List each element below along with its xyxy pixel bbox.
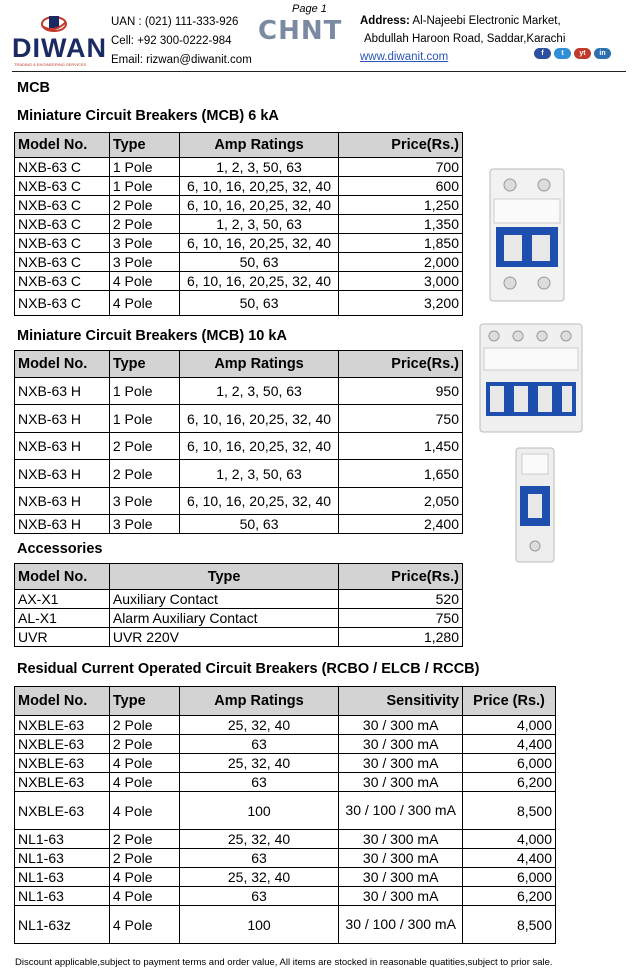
table-row xyxy=(15,158,463,177)
table-row xyxy=(15,405,463,433)
cell-amp: 6, 10, 16, 20,25, 32, 40 xyxy=(179,433,339,460)
table-row xyxy=(15,460,463,488)
cell-price: 6,000 xyxy=(463,754,556,773)
cell-model: NL1-63z xyxy=(15,906,110,944)
cell-type: 1 Pole xyxy=(109,378,179,405)
cell-model: NL1-63 xyxy=(15,868,110,887)
cell-type: 2 Pole xyxy=(109,433,179,460)
twitter-icon[interactable]: t xyxy=(554,48,571,59)
cell-model: NXBLE-63 xyxy=(15,792,110,830)
cell-price: 6,200 xyxy=(463,887,556,906)
cell-sensitivity: 30 / 300 mA xyxy=(339,773,463,792)
company-logo xyxy=(12,12,107,68)
cell-amp: 100 xyxy=(179,906,339,944)
rcbo-title: Residual Current Operated Circuit Breakers (RCBO / ELCB / RCCB) xyxy=(17,661,480,677)
accessories-title: Accessories xyxy=(17,541,103,557)
cell-price: 4,400 xyxy=(463,849,556,868)
cell-model: NXB-63 H xyxy=(15,488,110,515)
table-row xyxy=(15,253,463,272)
cell-sensitivity: 30 / 300 mA xyxy=(339,887,463,906)
cell-model: NXB-63 H xyxy=(15,515,110,534)
col-amp: Amp Ratings xyxy=(179,351,339,378)
table-row xyxy=(15,515,463,534)
cell-amp: 25, 32, 40 xyxy=(179,754,339,773)
cell-type: 1 Pole xyxy=(109,405,179,433)
table-row xyxy=(15,433,463,460)
cell-type: UVR 220V xyxy=(109,628,338,647)
cell-price: 1,650 xyxy=(339,460,463,488)
uan-text: UAN : (021) 111-333-926 xyxy=(111,16,239,28)
cell-sensitivity: 30 / 300 mA xyxy=(339,735,463,754)
cell-amp: 50, 63 xyxy=(179,291,339,316)
facebook-icon[interactable]: f xyxy=(534,48,551,59)
logo-text: DIWAN xyxy=(12,33,107,63)
table-row xyxy=(15,590,463,609)
cell-type: 2 Pole xyxy=(109,196,179,215)
cell-price: 600 xyxy=(339,177,463,196)
cell-model: NXB-63 H xyxy=(15,460,110,488)
cell-type: 4 Pole xyxy=(109,773,179,792)
col-type: Type xyxy=(109,133,179,158)
cell-amp: 1, 2, 3, 50, 63 xyxy=(179,460,339,488)
cell-type: 2 Pole xyxy=(109,215,179,234)
accessories-table xyxy=(14,563,463,647)
cell-amp: 25, 32, 40 xyxy=(179,830,339,849)
cell-sensitivity: 30 / 300 mA xyxy=(339,754,463,773)
cell-price: 3,000 xyxy=(339,272,463,291)
col-model: Model No. xyxy=(15,133,110,158)
col-model: Model No. xyxy=(15,564,110,590)
cell-price: 750 xyxy=(339,609,463,628)
brand-logo xyxy=(258,16,342,46)
cell-model: NXB-63 C xyxy=(15,272,110,291)
cell-type: 3 Pole xyxy=(109,488,179,515)
cell-model: NXB-63 C xyxy=(15,196,110,215)
table-row xyxy=(15,773,556,792)
cell-type: 4 Pole xyxy=(109,754,179,773)
table-row xyxy=(15,868,556,887)
col-type: Type xyxy=(109,564,338,590)
email-text: Email: rizwan@diwanit.com xyxy=(111,54,252,66)
cell-type: 4 Pole xyxy=(109,868,179,887)
cell-amp: 1, 2, 3, 50, 63 xyxy=(179,378,339,405)
table-row xyxy=(15,754,556,773)
table-row xyxy=(15,177,463,196)
cell-amp: 63 xyxy=(179,887,339,906)
table-row xyxy=(15,735,556,754)
mcb10-table xyxy=(14,350,463,534)
cell-price: 3,200 xyxy=(339,291,463,316)
cell-price: 6,000 xyxy=(463,868,556,887)
table-row xyxy=(15,716,556,735)
cell-model: AX-X1 xyxy=(15,590,110,609)
cell-sensitivity: 30 / 300 mA xyxy=(339,716,463,735)
youtube-icon[interactable]: yt xyxy=(574,48,591,59)
cell-model: NL1-63 xyxy=(15,830,110,849)
cell-price: 1,450 xyxy=(339,433,463,460)
cell-sensitivity: 30 / 300 mA xyxy=(339,830,463,849)
cell-amp: 25, 32, 40 xyxy=(179,716,339,735)
cell-model: NL1-63 xyxy=(15,849,110,868)
table-header-row xyxy=(15,351,463,378)
mcb-2pole-product-image xyxy=(482,165,572,305)
cell-price: 6,200 xyxy=(463,773,556,792)
cell-amp: 50, 63 xyxy=(179,253,339,272)
cell-amp: 100 xyxy=(179,792,339,830)
cell-price: 2,000 xyxy=(339,253,463,272)
cell-price: 1,350 xyxy=(339,215,463,234)
cell-amp: 1, 2, 3, 50, 63 xyxy=(179,215,339,234)
cell-amp: 6, 10, 16, 20,25, 32, 40 xyxy=(179,272,339,291)
cell-amp: 6, 10, 16, 20,25, 32, 40 xyxy=(179,488,339,515)
cell-price: 1,850 xyxy=(339,234,463,253)
cell-model: NXBLE-63 xyxy=(15,773,110,792)
table-row xyxy=(15,628,463,647)
table-row xyxy=(15,849,556,868)
cell-model: NXB-63 H xyxy=(15,378,110,405)
rcbo-table xyxy=(14,686,556,944)
auxiliary-contact-product-image xyxy=(510,446,560,564)
cell-model: NXB-63 C xyxy=(15,253,110,272)
cell-amp: 6, 10, 16, 20,25, 32, 40 xyxy=(179,405,339,433)
col-model: Model No. xyxy=(15,351,110,378)
cell-sensitivity: 30 / 100 / 300 mA xyxy=(339,906,463,944)
cell-price: 2,050 xyxy=(339,488,463,515)
table-row xyxy=(15,906,556,944)
cell-amp: 50, 63 xyxy=(179,515,339,534)
cell-amp: 63 xyxy=(179,773,339,792)
linkedin-icon[interactable]: in xyxy=(594,48,611,59)
col-type: Type xyxy=(109,351,179,378)
cell-price: 1,280 xyxy=(339,628,463,647)
cell-model: UVR xyxy=(15,628,110,647)
header-divider xyxy=(12,71,626,72)
table-header-row xyxy=(15,687,556,716)
cell-amp: 6, 10, 16, 20,25, 32, 40 xyxy=(179,196,339,215)
cell-type: Auxiliary Contact xyxy=(109,590,338,609)
table-row xyxy=(15,609,463,628)
cell-type: 3 Pole xyxy=(109,234,179,253)
cell-model: NXBLE-63 xyxy=(15,716,110,735)
cell-type: 2 Pole xyxy=(109,716,179,735)
cell-model: NXB-63 C xyxy=(15,177,110,196)
cell-type: 2 Pole xyxy=(109,460,179,488)
cell-model: NXB-63 C xyxy=(15,234,110,253)
cell-sensitivity: 30 / 100 / 300 mA xyxy=(339,792,463,830)
cell-amp: 25, 32, 40 xyxy=(179,868,339,887)
cell-price: 750 xyxy=(339,405,463,433)
col-model: Model No. xyxy=(15,687,110,716)
cell-type: 3 Pole xyxy=(109,515,179,534)
website-link[interactable]: www.diwanit.com xyxy=(360,51,449,63)
table-row xyxy=(15,215,463,234)
col-price: Price (Rs.) xyxy=(463,687,556,716)
cell-type: 4 Pole xyxy=(109,887,179,906)
cell-type: Alarm Auxiliary Contact xyxy=(109,609,338,628)
contact-block xyxy=(111,13,252,70)
table-header-row xyxy=(15,133,463,158)
cell-price: 8,500 xyxy=(463,792,556,830)
cell-type: 4 Pole xyxy=(109,272,179,291)
cell-price: 2,400 xyxy=(339,515,463,534)
cell-type: 4 Pole xyxy=(109,792,179,830)
table-row xyxy=(15,196,463,215)
cell-model: NXB-63 H xyxy=(15,405,110,433)
cell-type: 2 Pole xyxy=(109,735,179,754)
table-row xyxy=(15,830,556,849)
mcb6-title: Miniature Circuit Breakers (MCB) 6 kA xyxy=(17,108,279,124)
logo-emblem-icon xyxy=(40,12,68,34)
mcb-4pole-product-image xyxy=(476,322,586,434)
cell-text: Cell: +92 300-0222-984 xyxy=(111,35,232,47)
footer-note: Discount applicable,subject to payment terms and order value, All items are stocked in reasonable quatities,subject to prior sale. xyxy=(15,957,553,968)
cell-type: 2 Pole xyxy=(109,849,179,868)
cell-model: NXB-63 C xyxy=(15,291,110,316)
cell-price: 520 xyxy=(339,590,463,609)
address-label: Address: xyxy=(360,15,410,27)
cell-type: 1 Pole xyxy=(109,158,179,177)
cell-price: 4,000 xyxy=(463,830,556,849)
table-row xyxy=(15,378,463,405)
col-type: Type xyxy=(109,687,179,716)
cell-amp: 6, 10, 16, 20,25, 32, 40 xyxy=(179,177,339,196)
col-price: Price(Rs.) xyxy=(339,351,463,378)
logo-tagline: TRADING & ENGINEERING SERVICES xyxy=(14,62,87,67)
cell-sensitivity: 30 / 300 mA xyxy=(339,849,463,868)
table-row xyxy=(15,272,463,291)
cell-model: NL1-63 xyxy=(15,887,110,906)
table-row xyxy=(15,792,556,830)
cell-type: 3 Pole xyxy=(109,253,179,272)
cell-model: NXB-63 C xyxy=(15,215,110,234)
cell-amp: 6, 10, 16, 20,25, 32, 40 xyxy=(179,234,339,253)
table-row xyxy=(15,234,463,253)
address-line2: Abdullah Haroon Road, Saddar,Karachi xyxy=(364,33,566,45)
mcb10-title: Miniature Circuit Breakers (MCB) 10 kA xyxy=(17,328,287,344)
cell-price: 4,400 xyxy=(463,735,556,754)
cell-amp: 63 xyxy=(179,849,339,868)
social-icons xyxy=(534,48,611,59)
cell-type: 4 Pole xyxy=(109,291,179,316)
cell-type: 1 Pole xyxy=(109,177,179,196)
address-line1: Al-Najeebi Electronic Market, xyxy=(412,15,561,27)
cell-sensitivity: 30 / 300 mA xyxy=(339,868,463,887)
cell-price: 950 xyxy=(339,378,463,405)
col-price: Price(Rs.) xyxy=(339,564,463,590)
cell-amp: 1, 2, 3, 50, 63 xyxy=(179,158,339,177)
cell-type: 2 Pole xyxy=(109,830,179,849)
col-sensitivity: Sensitivity xyxy=(339,687,463,716)
cell-model: NXBLE-63 xyxy=(15,754,110,773)
cell-model: NXBLE-63 xyxy=(15,735,110,754)
table-row xyxy=(15,488,463,515)
col-amp: Amp Ratings xyxy=(179,687,339,716)
cell-amp: 63 xyxy=(179,735,339,754)
brand-text: CHNT xyxy=(258,16,343,46)
col-amp: Amp Ratings xyxy=(179,133,339,158)
col-price: Price(Rs.) xyxy=(339,133,463,158)
cell-model: NXB-63 C xyxy=(15,158,110,177)
table-header-row xyxy=(15,564,463,590)
page-label: Page 1 xyxy=(292,3,327,15)
section-title: MCB xyxy=(17,80,51,96)
cell-price: 1,250 xyxy=(339,196,463,215)
cell-price: 4,000 xyxy=(463,716,556,735)
cell-model: AL-X1 xyxy=(15,609,110,628)
cell-model: NXB-63 H xyxy=(15,433,110,460)
mcb6-table xyxy=(14,132,463,316)
cell-type: 4 Pole xyxy=(109,906,179,944)
table-row xyxy=(15,291,463,316)
table-row xyxy=(15,887,556,906)
cell-price: 700 xyxy=(339,158,463,177)
cell-price: 8,500 xyxy=(463,906,556,944)
